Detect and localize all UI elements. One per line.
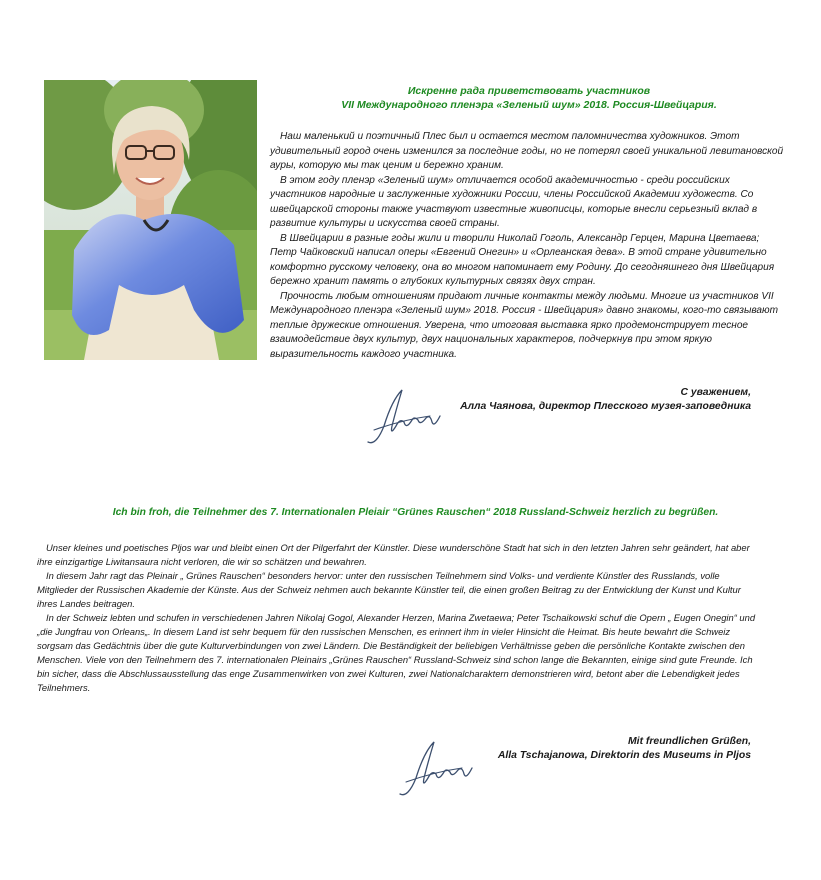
de-paragraph: In der Schweiz lebten und schufen in verschiedenen Jahren Nikolaj Gogol, Alexander Herzen, Marina Zwetaewa; Peter Tschaikowski schuf die Opern „ Eugen Onegin“ und „die Jungfrau von Orleans„. In diesem Land ist sehr bequem für den russischen Menschen, es erinnert ihm in vieler Hinsicht die Heimat. Bis heute bewahrt die Schweiz sorgsam das Gedächtnis über die gute Kulturverbindungen von zwei Ländern. Die Beständigkeit der beliebigen Verhältnisse geben die persönliche Kontakte zwischen den Menschen. Viele von den Teilnehmern des 7. internationalen Pleinairs „Grünes Rauschen“ Russland-Schweiz sind schon lange die Bekannten, einige sind gute Freunde. Ich bin sicher, dass die Abschlussausstellung das enge Zusammenwirken von zwei Kulturen, zwei Nationalcharaktern demonstrieren wird, betont aber die Lebendigkeit jedes Teilnehmers. <box>37 612 756 693</box>
ru-paragraph: Прочность любым отношениям придают личные контакты между людьми. Многие из участников VII Международного пленэра «Зеленый шум» 2018. Россия - Швейцария» давно знакомы, кого-то связывают теплые дружеские отношения. Уверена, что итоговая выставка ярко продемонстрирует тесное взаимодействие двух культур, двух национальных характеров, подчеркнув при этом яркую выразительность каждого участника. <box>270 290 779 360</box>
ru-paragraph: В Швейцарии в разные годы жили и творили Николай Гоголь, Александр Герцен, Марина Цветаева; Петр Чайковский написал оперы «Евгений Онегин» и «Орлеанская дева». В этой стране удивительно комфортно русскому человеку, она во многом напоминает ему Родину. До сегодняшнего дня Швейцария бережно хранит память о глубоких культурных связях двух стран. <box>270 232 775 287</box>
ru-letter-body <box>270 130 788 362</box>
ru-heading-line1: Искренне рада приветствовать участников <box>407 85 651 97</box>
ru-paragraph: В этом году пленэр «Зеленый шум» отличается особой академичностью - среди российских участников народные и заслуженные художники России, члены Российской Академии художеств. Со швейцарской стороны также участвуют известные живописцы, которые внесли серьезный вклад в развитие культуры и искусства своей страны. <box>270 174 758 229</box>
ru-heading <box>270 84 788 112</box>
ru-paragraph: Наш маленький и поэтичный Плес был и остается местом паломничества художников. Этот удивительный город очень изменился за последние годы, но не потерял своей уникальной левитановской ауры, которую мы так ценим и бережно храним. <box>270 131 784 171</box>
de-closing: Mit freundlichen Grüßen, <box>628 736 751 747</box>
de-letter-body <box>37 541 761 695</box>
de-heading: Ich bin froh, die Teilnehmer des 7. Internationalen Pleiair “Grünes Rauschen“ 2018 Russland-Schweiz herzlich zu begrüßen. <box>112 507 719 518</box>
signature-image <box>394 738 480 800</box>
de-paragraph: Unser kleines und poetisches Pljos war und bleibt einen Ort der Pilgerfahrt der Künstler. Diese wunderschöne Stadt hat sich in den letzten Jahren sehr geändert, hat aber ihre einzigartige Liwitansaura nicht verloren, die wir so schätzen und bewahren. <box>37 542 750 567</box>
signature-image <box>362 386 448 448</box>
ru-closing-block <box>411 386 751 414</box>
portrait-photo <box>44 80 257 360</box>
ru-signer: Алла Чаянова, директор Плесского музея-заповедника <box>460 401 751 412</box>
ru-closing: С уважением, <box>680 387 751 398</box>
ru-heading-line2: VII Международного пленэра «Зеленый шум» 2018. Россия-Швейцария. <box>341 99 717 111</box>
de-signer: Alla Tschajanowa, Direktorin des Museums in Pljos <box>497 750 751 761</box>
de-paragraph: In diesem Jahr ragt das Pleinair „ Grünes Rauschen“ besonders hervor: unter den russischen Teilnehmern sind Volks- und verdiente Künstler des Russlands, volle Mitglieder der Russischen Akademie der Künste. Aus der Schweiz nehmen auch bekannte Künstler teil, die einen großen Beitrag zu der Entwicklung der Kunst und Kultur ihres Landes beitragen. <box>37 570 741 609</box>
